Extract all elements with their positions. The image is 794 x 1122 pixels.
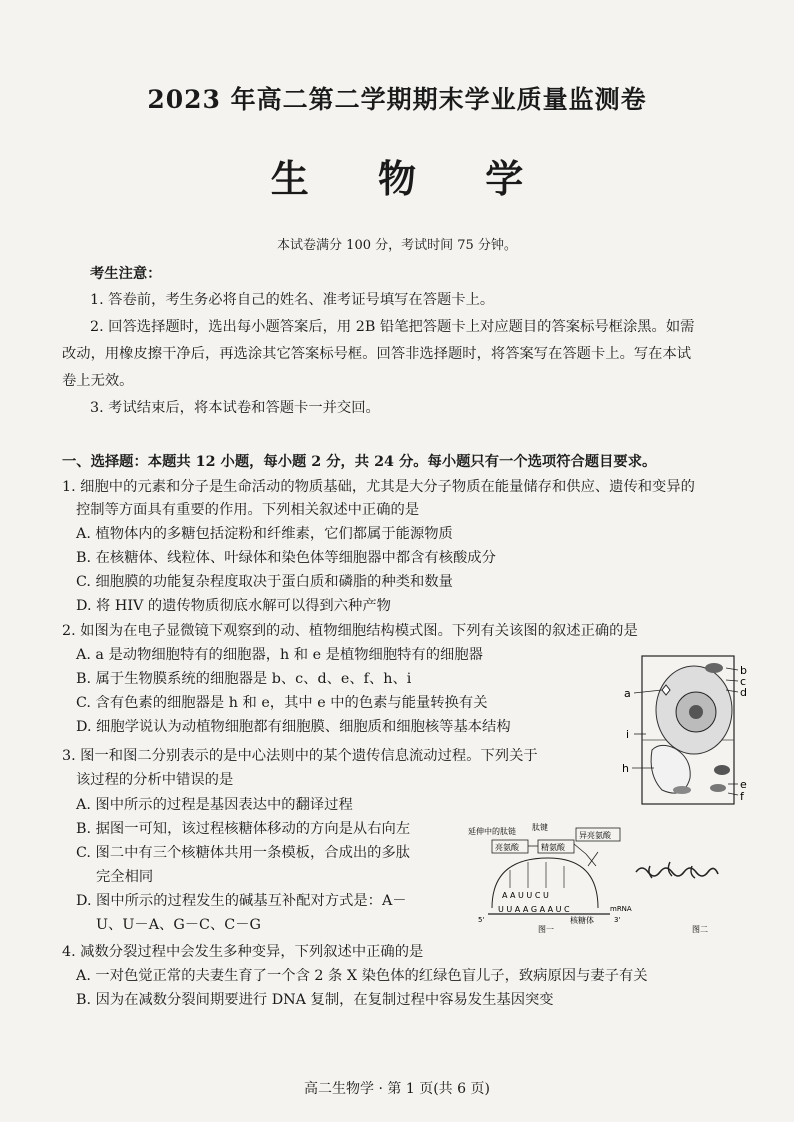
cell-label-a: a [624, 687, 631, 700]
subject-title: 生 物 学 [270, 156, 552, 201]
score-info: 本试卷满分 100 分，考试时间 75 分钟。 [277, 238, 517, 253]
q3-option-a: A. 图中所示的过程是基因表达中的翻译过程 [76, 797, 353, 813]
translation-figure [458, 822, 758, 934]
cell-label-f: f [740, 790, 744, 803]
notice-heading: 考生注意： [90, 266, 162, 282]
q2-stem: 2. 如图为在电子显微镜下观察到的动、植物细胞结构模式图。下列有关该图的叙述正确的是 [62, 623, 638, 639]
q1-stem-2: 控制等方面具有重要的作用。下列相关叙述中正确的是 [76, 502, 420, 518]
fig-mrna-label: mRNA [610, 905, 632, 913]
q1-option-b: B. 在核糖体、线粒体、叶绿体和染色体等细胞器中都含有核酸成分 [76, 550, 496, 566]
fig-anticodon: A A U U C U [502, 891, 549, 900]
notice-item-3: 3. 考试结束后，将本试卷和答题卡一并交回。 [90, 400, 380, 416]
q3-option-c-cont: 完全相同 [96, 869, 154, 885]
q3-option-c: C. 图二中有三个核糖体共用一条模板，合成出的多肽 [76, 845, 411, 861]
notice-item-2: 2. 回答选择题时，选出每小题答案后，用 2B 铅笔把答题卡上对应题目的答案标号框涂黑。如需 [90, 319, 695, 335]
q1-option-a: A. 植物体内的多糖包括淀粉和纤维素，它们都属于能源物质 [76, 526, 453, 542]
notice-item-2-cont2: 卷上无效。 [62, 373, 134, 389]
q3-stem-2: 该过程的分析中错误的是 [76, 772, 234, 788]
fig-peptide-bond: 肽键 [532, 823, 548, 832]
q1-option-c: C. 细胞膜的功能复杂程度取决于蛋白质和磷脂的种类和数量 [76, 574, 453, 590]
q1-option-d: D. 将 HIV 的遗传物质彻底水解可以得到六种产物 [76, 598, 391, 614]
cell-label-c: c [740, 675, 747, 688]
q2-option-b: B. 属于生物膜系统的细胞器是 b、c、d、e、f、h、i [76, 671, 412, 687]
q4-option-a: A. 一对色觉正常的夫妻生育了一个含 2 条 X 染色体的红绿色盲儿子，致病原因与妻子有关 [76, 968, 648, 984]
q3-option-d-cont: U、U－A、G－C、C－G [96, 917, 261, 933]
fig-ribosome-label: 核糖体 [570, 916, 594, 925]
fig-codons: U U A A G A A U C [498, 905, 570, 914]
cell-label-h: h [622, 762, 629, 775]
cell-label-b: b [740, 664, 747, 677]
q1-stem-1: 1. 细胞中的元素和分子是生命活动的物质基础，尤其是大分子物质在能量储存和供应、遗传和变异的 [62, 479, 695, 495]
fig-aa1: 亮氨酸 [495, 843, 519, 852]
exam-title: 2023 年高二第二学期期末学业质量监测卷 [147, 85, 647, 114]
cell-label-d: d [740, 686, 747, 699]
fig2-caption: 图二 [692, 925, 708, 934]
fig1-caption: 图一 [538, 925, 554, 934]
q3-option-b: B. 据图一可知，该过程核糖体移动的方向是从右向左 [76, 821, 411, 837]
notice-item-2-cont: 改动，用橡皮擦干净后，再选涂其它答案标号框。回答非选择题时，将答案写在答题卡上。写在本试 [62, 346, 692, 362]
cell-label-i: i [626, 728, 630, 741]
q2-option-a: A. a 是动物细胞特有的细胞器，h 和 e 是植物细胞特有的细胞器 [76, 647, 483, 663]
q2-option-d: D. 细胞学说认为动植物细胞都有细胞膜、细胞质和细胞核等基本结构 [76, 719, 511, 735]
fig-three-prime: 3' [614, 916, 621, 924]
section-heading: 一、选择题：本题共 12 小题，每小题 2 分，共 24 分。每小题只有一个选项符合题目要求。 [62, 454, 657, 470]
notice-item-1: 1. 答卷前，考生务必将自己的姓名、准考证号填写在答题卡上。 [90, 292, 495, 308]
q3-stem-1: 3. 图一和图二分别表示的是中心法则中的某个遗传信息流动过程。下列关于 [62, 748, 538, 764]
fig-chain-label: 延伸中的肽链 [468, 827, 516, 836]
page-footer: 高二生物学 · 第 1 页(共 6 页) [304, 1081, 490, 1097]
fig-five-prime: 5' [478, 916, 485, 924]
q2-option-c: C. 含有色素的细胞器是 h 和 e，其中 e 中的色素与能量转换有关 [76, 695, 488, 711]
fig-aa3: 异亮氨酸 [579, 831, 611, 840]
q4-option-b: B. 因为在减数分裂间期要进行 DNA 复制，在复制过程中容易发生基因突变 [76, 992, 554, 1008]
q3-option-d: D. 图中所示的过程发生的碱基互补配对方式是：A－ [76, 893, 407, 909]
cell-label-e: e [740, 778, 747, 791]
q4-stem: 4. 减数分裂过程中会发生多种变异，下列叙述中正确的是 [62, 944, 424, 960]
fig-aa2: 精氨酸 [541, 843, 565, 852]
